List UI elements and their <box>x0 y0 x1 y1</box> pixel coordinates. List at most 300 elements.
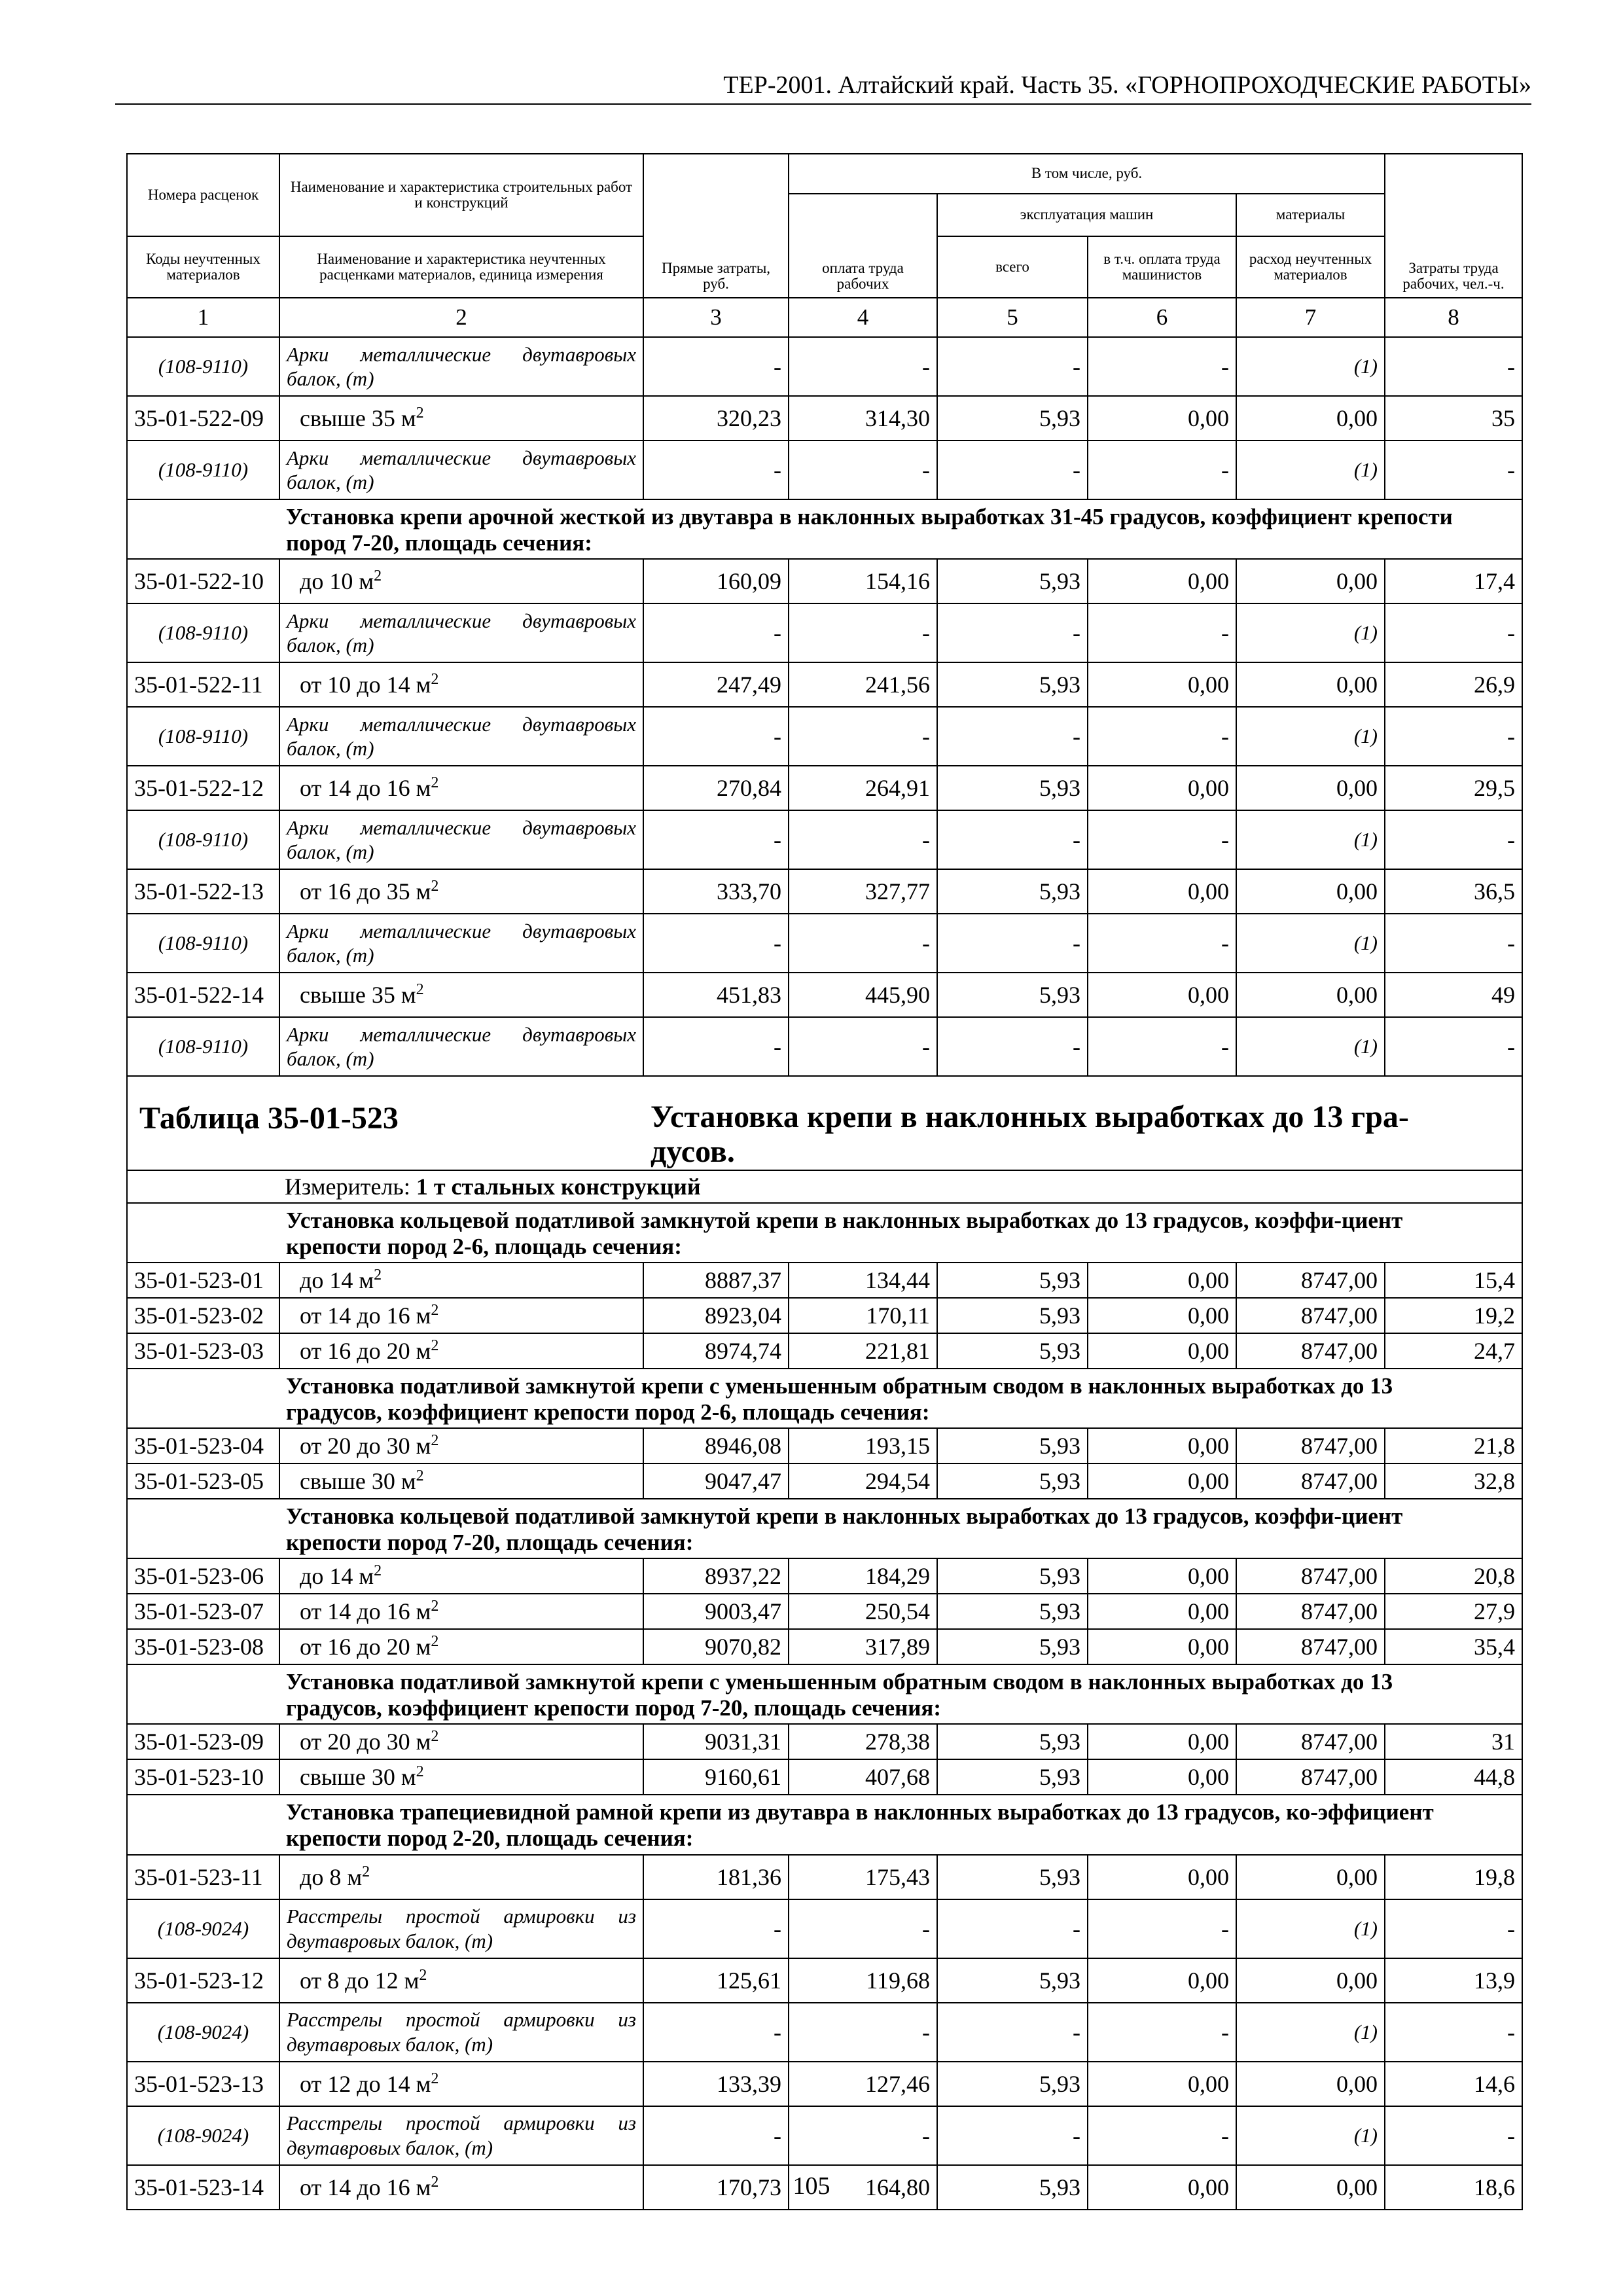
empty-value: - <box>1385 337 1522 396</box>
rate-name-text: до 8 м <box>300 1863 363 1890</box>
unaccounted-material-row <box>127 440 1522 499</box>
unaccounted-material-row <box>127 707 1522 766</box>
material-code: (108-9024) <box>127 2106 279 2165</box>
empty-value: - <box>1088 810 1236 869</box>
direct-cost: 133,39 <box>643 2062 789 2106</box>
rate-row <box>127 1463 1522 1499</box>
rate-name <box>279 662 643 707</box>
rate-code: 35-01-523-06 <box>127 1558 279 1594</box>
superscript-2: 2 <box>374 567 382 585</box>
empty-value: - <box>1385 707 1522 766</box>
rate-name-text: от 8 до 12 м <box>300 1967 419 1994</box>
materials-cost: 8747,00 <box>1236 1463 1385 1499</box>
rate-name-text: от 20 до 30 м <box>300 1729 431 1755</box>
rate-row <box>127 396 1522 440</box>
material-name: Арки металлические двутавровых балок, (т) <box>279 603 643 662</box>
superscript-2: 2 <box>431 1337 439 1355</box>
rate-code: 35-01-523-07 <box>127 1594 279 1629</box>
labor-pay: 184,29 <box>789 1558 937 1594</box>
machine-cost: 5,93 <box>937 1855 1088 1899</box>
labor-hours: 19,2 <box>1385 1298 1522 1333</box>
direct-cost: 451,83 <box>643 973 789 1017</box>
operator-pay: 0,00 <box>1088 2165 1236 2210</box>
col-header-incl-operators: в т.ч. оплата труда машинистов <box>1088 236 1236 298</box>
materials-cost: 8747,00 <box>1236 1759 1385 1795</box>
operator-pay: 0,00 <box>1088 1759 1236 1795</box>
superscript-2: 2 <box>431 1728 439 1746</box>
rate-name-text: от 10 до 14 м <box>300 672 431 698</box>
section-heading-row <box>127 1795 1522 1854</box>
material-quantity: (1) <box>1236 2003 1385 2062</box>
materials-cost: 8747,00 <box>1236 1263 1385 1298</box>
empty-value: - <box>1088 1017 1236 1076</box>
rate-name-text: свыше 35 м <box>300 982 416 1009</box>
section-heading: Установка кольцевой податливой замкнутой крепи в наклонных выработках до 13 градусов, коэффи-циент крепости пород 2-6, площадь сечения: <box>279 1203 1522 1263</box>
labor-hours: 32,8 <box>1385 1463 1522 1499</box>
table-number: Таблица 35-01-523 <box>139 1101 399 1136</box>
header-rule <box>115 103 1531 105</box>
machine-cost: 5,93 <box>937 1958 1088 2003</box>
empty-value: - <box>937 707 1088 766</box>
superscript-2: 2 <box>431 671 439 689</box>
material-code: (108-9110) <box>127 1017 279 1076</box>
rate-code: 35-01-522-13 <box>127 869 279 914</box>
rate-name-text: свыше 30 м <box>300 1764 416 1791</box>
rate-name <box>279 2062 643 2106</box>
rate-name-text: от 14 до 16 м <box>300 2174 431 2200</box>
rate-name-text: свыше 30 м <box>300 1468 416 1495</box>
labor-hours: 35 <box>1385 396 1522 440</box>
empty-value: - <box>937 603 1088 662</box>
empty-value: - <box>789 337 937 396</box>
material-name: Арки металлические двутавровых балок, (т) <box>279 1017 643 1076</box>
empty-value: - <box>1385 2106 1522 2165</box>
machine-cost: 5,93 <box>937 396 1088 440</box>
empty-value: - <box>937 337 1088 396</box>
machine-cost: 5,93 <box>937 1558 1088 1594</box>
materials-cost: 0,00 <box>1236 662 1385 707</box>
operator-pay: 0,00 <box>1088 1558 1236 1594</box>
empty-value: - <box>1385 1017 1522 1076</box>
rate-code: 35-01-522-12 <box>127 766 279 810</box>
direct-cost: 9031,31 <box>643 1724 789 1759</box>
labor-hours: 44,8 <box>1385 1759 1522 1795</box>
labor-hours: 27,9 <box>1385 1594 1522 1629</box>
rate-name-text: от 12 до 14 м <box>300 2070 431 2097</box>
rate-code: 35-01-523-14 <box>127 2165 279 2210</box>
empty-value: - <box>937 2106 1088 2165</box>
empty-value: - <box>1385 603 1522 662</box>
rate-name <box>279 1298 643 1333</box>
direct-cost: 247,49 <box>643 662 789 707</box>
materials-cost: 0,00 <box>1236 869 1385 914</box>
section-heading-row <box>127 1203 1522 1263</box>
material-quantity: (1) <box>1236 1899 1385 1958</box>
empty-value: - <box>789 2003 937 2062</box>
col-header-materials: материалы <box>1236 194 1385 236</box>
rate-row <box>127 1263 1522 1298</box>
rate-row <box>127 1855 1522 1899</box>
direct-cost: 333,70 <box>643 869 789 914</box>
operator-pay: 0,00 <box>1088 396 1236 440</box>
rate-code: 35-01-523-12 <box>127 1958 279 2003</box>
labor-hours: 17,4 <box>1385 559 1522 603</box>
empty-value: - <box>1088 914 1236 973</box>
operator-pay: 0,00 <box>1088 2062 1236 2106</box>
empty-value: - <box>789 2106 937 2165</box>
superscript-2: 2 <box>431 1598 439 1615</box>
rate-name-text: до 14 м <box>300 1267 374 1294</box>
labor-pay: 193,15 <box>789 1428 937 1463</box>
superscript-2: 2 <box>416 1467 424 1485</box>
labor-hours: 14,6 <box>1385 2062 1522 2106</box>
rate-row <box>127 1298 1522 1333</box>
material-name: Арки металлические двутавровых балок, (т) <box>279 440 643 499</box>
operator-pay: 0,00 <box>1088 1463 1236 1499</box>
operator-pay: 0,00 <box>1088 1958 1236 2003</box>
machine-cost: 5,93 <box>937 662 1088 707</box>
col-number: 2 <box>279 298 643 337</box>
rate-name <box>279 1958 643 2003</box>
col-number: 8 <box>1385 298 1522 337</box>
superscript-2: 2 <box>431 878 439 895</box>
rate-row <box>127 1558 1522 1594</box>
empty-value: - <box>937 1899 1088 1958</box>
col-header-direct: Прямые затраты, руб. <box>643 154 789 298</box>
col-number: 7 <box>1236 298 1385 337</box>
unaccounted-material-row <box>127 1899 1522 1958</box>
rate-name <box>279 1333 643 1369</box>
header-row-1 <box>127 154 1522 194</box>
materials-cost: 0,00 <box>1236 2165 1385 2210</box>
machine-cost: 5,93 <box>937 1759 1088 1795</box>
empty-value: - <box>1088 707 1236 766</box>
rate-code: 35-01-523-02 <box>127 1298 279 1333</box>
empty-value: - <box>789 914 937 973</box>
rate-code: 35-01-522-09 <box>127 396 279 440</box>
machine-cost: 5,93 <box>937 1428 1088 1463</box>
rate-code: 35-01-523-03 <box>127 1333 279 1369</box>
machine-cost: 5,93 <box>937 559 1088 603</box>
rate-row <box>127 1428 1522 1463</box>
labor-pay: 127,46 <box>789 2062 937 2106</box>
labor-pay: 278,38 <box>789 1724 937 1759</box>
rate-name <box>279 766 643 810</box>
rate-row <box>127 973 1522 1017</box>
labor-hours: 13,9 <box>1385 1958 1522 2003</box>
machine-cost: 5,93 <box>937 973 1088 1017</box>
labor-pay: 327,77 <box>789 869 937 914</box>
rate-code: 35-01-523-09 <box>127 1724 279 1759</box>
empty-value: - <box>789 1017 937 1076</box>
rate-name <box>279 1463 643 1499</box>
empty-value: - <box>937 2003 1088 2062</box>
empty-value: - <box>1385 914 1522 973</box>
labor-pay: 170,11 <box>789 1298 937 1333</box>
materials-cost: 8747,00 <box>1236 1724 1385 1759</box>
material-name: Расстрелы простой армировки из двутавровых балок, (т) <box>279 2106 643 2165</box>
material-quantity: (1) <box>1236 440 1385 499</box>
running-title: ТЕР-2001. Алтайский край. Часть 35. «ГОРНОПРОХОДЧЕСКИЕ РАБОТЫ» <box>723 71 1531 99</box>
material-name: Арки металлические двутавровых балок, (т) <box>279 707 643 766</box>
rate-row <box>127 662 1522 707</box>
rate-code: 35-01-523-05 <box>127 1463 279 1499</box>
rates-sheet <box>126 153 1522 2210</box>
materials-cost: 0,00 <box>1236 1855 1385 1899</box>
rate-name <box>279 1594 643 1629</box>
rate-code: 35-01-523-13 <box>127 2062 279 2106</box>
empty-value: - <box>643 707 789 766</box>
operator-pay: 0,00 <box>1088 1428 1236 1463</box>
empty-value: - <box>789 603 937 662</box>
materials-cost: 8747,00 <box>1236 1558 1385 1594</box>
rate-name-text: от 16 до 35 м <box>300 878 431 905</box>
rate-row <box>127 766 1522 810</box>
section-heading-row <box>127 1369 1522 1428</box>
labor-hours: 20,8 <box>1385 1558 1522 1594</box>
rate-name-text: от 14 до 16 м <box>300 1598 431 1625</box>
material-name: Арки металлические двутавровых балок, (т) <box>279 810 643 869</box>
rate-code: 35-01-523-08 <box>127 1629 279 1664</box>
rate-name <box>279 1428 643 1463</box>
rate-row <box>127 1759 1522 1795</box>
col-number: 1 <box>127 298 279 337</box>
col-header-machines: эксплуатация машин <box>937 194 1236 236</box>
empty-value: - <box>1088 440 1236 499</box>
operator-pay: 0,00 <box>1088 766 1236 810</box>
material-quantity: (1) <box>1236 1017 1385 1076</box>
machine-cost: 5,93 <box>937 1724 1088 1759</box>
labor-hours: 15,4 <box>1385 1263 1522 1298</box>
material-code: (108-9024) <box>127 2003 279 2062</box>
direct-cost: 9070,82 <box>643 1629 789 1664</box>
operator-pay: 0,00 <box>1088 1629 1236 1664</box>
rates-table <box>126 153 1523 2210</box>
empty-value: - <box>643 1899 789 1958</box>
labor-pay: 164,80 <box>789 2165 937 2210</box>
labor-pay: 241,56 <box>789 662 937 707</box>
rate-row <box>127 1629 1522 1664</box>
machine-cost: 5,93 <box>937 1263 1088 1298</box>
section-heading-row <box>127 1664 1522 1724</box>
operator-pay: 0,00 <box>1088 973 1236 1017</box>
materials-cost: 0,00 <box>1236 559 1385 603</box>
material-quantity: (1) <box>1236 707 1385 766</box>
materials-cost: 8747,00 <box>1236 1333 1385 1369</box>
rate-row <box>127 2062 1522 2106</box>
direct-cost: 9003,47 <box>643 1594 789 1629</box>
col-header-name-unacc: Наименование и характеристика неучтенных расценками материалов, единица измерения <box>279 236 643 298</box>
machine-cost: 5,93 <box>937 2165 1088 2210</box>
superscript-2: 2 <box>431 1302 439 1319</box>
col-number: 3 <box>643 298 789 337</box>
direct-cost: 9160,61 <box>643 1759 789 1795</box>
superscript-2: 2 <box>416 1763 424 1781</box>
col-number: 5 <box>937 298 1088 337</box>
superscript-2: 2 <box>431 774 439 792</box>
direct-cost: 8887,37 <box>643 1263 789 1298</box>
labor-hours: 24,7 <box>1385 1333 1522 1369</box>
rate-row <box>127 559 1522 603</box>
rate-row <box>127 1958 1522 2003</box>
empty-value: - <box>937 1017 1088 1076</box>
material-code: (108-9110) <box>127 440 279 499</box>
col-header-num-rates: Номера расценок <box>127 154 279 236</box>
material-code: (108-9110) <box>127 337 279 396</box>
operator-pay: 0,00 <box>1088 869 1236 914</box>
unaccounted-material-row <box>127 337 1522 396</box>
col-number: 6 <box>1088 298 1236 337</box>
empty-value: - <box>643 810 789 869</box>
operator-pay: 0,00 <box>1088 1855 1236 1899</box>
materials-cost: 0,00 <box>1236 1958 1385 2003</box>
rate-code: 35-01-523-11 <box>127 1855 279 1899</box>
machine-cost: 5,93 <box>937 1333 1088 1369</box>
col-header-labor-cost: Затраты труда рабочих, чел.-ч. <box>1385 154 1522 298</box>
col-header-codes-unacc: Коды неучтенных материалов <box>127 236 279 298</box>
section-heading-row <box>127 499 1522 559</box>
empty-value: - <box>937 810 1088 869</box>
superscript-2: 2 <box>431 1633 439 1651</box>
superscript-2: 2 <box>416 981 424 999</box>
unaccounted-material-row <box>127 2106 1522 2165</box>
rate-name <box>279 1759 643 1795</box>
rate-row <box>127 1724 1522 1759</box>
labor-pay: 221,81 <box>789 1333 937 1369</box>
operator-pay: 0,00 <box>1088 1724 1236 1759</box>
labor-hours: 49 <box>1385 973 1522 1017</box>
unaccounted-material-row <box>127 2003 1522 2062</box>
rate-code: 35-01-523-01 <box>127 1263 279 1298</box>
empty-value: - <box>1385 2003 1522 2062</box>
direct-cost: 170,73 <box>643 2165 789 2210</box>
materials-cost: 8747,00 <box>1236 1629 1385 1664</box>
labor-pay: 250,54 <box>789 1594 937 1629</box>
direct-cost: 320,23 <box>643 396 789 440</box>
material-code: (108-9110) <box>127 914 279 973</box>
labor-hours: 19,8 <box>1385 1855 1522 1899</box>
rate-name-text: свыше 35 м <box>300 405 416 431</box>
machine-cost: 5,93 <box>937 1463 1088 1499</box>
labor-hours: 18,6 <box>1385 2165 1522 2210</box>
section-heading: Установка крепи арочной жесткой из двутавра в наклонных выработках 31-45 градусов, коэффициент крепости пород 7-20, площадь сечения: <box>279 499 1522 559</box>
direct-cost: 270,84 <box>643 766 789 810</box>
materials-cost: 8747,00 <box>1236 1298 1385 1333</box>
empty-value: - <box>789 707 937 766</box>
table-title-row <box>127 1076 1522 1170</box>
material-quantity: (1) <box>1236 603 1385 662</box>
col-header-including: В том числе, руб. <box>789 154 1385 194</box>
materials-cost: 0,00 <box>1236 2062 1385 2106</box>
superscript-2: 2 <box>419 1966 427 1984</box>
superscript-2: 2 <box>416 404 424 422</box>
col-header-name-works: Наименование и характеристика строительных работ и конструкций <box>279 154 643 236</box>
rate-row <box>127 1594 1522 1629</box>
section-heading: Установка податливой замкнутой крепи с уменьшенным обратным сводом в наклонных выработках до 13 градусов, коэффициент крепости пород 2-6, площадь сечения: <box>279 1369 1522 1428</box>
unaccounted-material-row <box>127 914 1522 973</box>
unaccounted-material-row <box>127 1017 1522 1076</box>
empty-value: - <box>1088 337 1236 396</box>
material-name: Расстрелы простой армировки из двутавровых балок, (т) <box>279 1899 643 1958</box>
labor-pay: 407,68 <box>789 1759 937 1795</box>
operator-pay: 0,00 <box>1088 1594 1236 1629</box>
machine-cost: 5,93 <box>937 869 1088 914</box>
rate-code: 35-01-522-11 <box>127 662 279 707</box>
material-quantity: (1) <box>1236 914 1385 973</box>
labor-hours: 31 <box>1385 1724 1522 1759</box>
rate-code: 35-01-523-04 <box>127 1428 279 1463</box>
materials-cost: 8747,00 <box>1236 1428 1385 1463</box>
section-heading: Установка трапециевидной рамной крепи из двутавра в наклонных выработках до 13 градусов, ко-эффициент крепости пород 2-20, площадь сечения: <box>279 1795 1522 1854</box>
direct-cost: 160,09 <box>643 559 789 603</box>
rate-code: 35-01-522-10 <box>127 559 279 603</box>
rate-name-text: от 20 до 30 м <box>300 1433 431 1460</box>
machine-cost: 5,93 <box>937 1298 1088 1333</box>
labor-hours: 29,5 <box>1385 766 1522 810</box>
materials-cost: 8747,00 <box>1236 1594 1385 1629</box>
labor-pay: 264,91 <box>789 766 937 810</box>
labor-pay: 175,43 <box>789 1855 937 1899</box>
empty-value: - <box>1088 603 1236 662</box>
direct-cost: 8974,74 <box>643 1333 789 1369</box>
labor-pay: 317,89 <box>789 1629 937 1664</box>
labor-hours: 21,8 <box>1385 1428 1522 1463</box>
material-code: (108-9110) <box>127 810 279 869</box>
rate-name <box>279 1724 643 1759</box>
rate-name-text: от 14 до 16 м <box>300 775 431 802</box>
empty-value: - <box>643 337 789 396</box>
superscript-2: 2 <box>431 2070 439 2087</box>
labor-pay: 119,68 <box>789 1958 937 2003</box>
machine-cost: 5,93 <box>937 2062 1088 2106</box>
rate-name-text: до 14 м <box>300 1563 374 1590</box>
material-code: (108-9110) <box>127 603 279 662</box>
labor-pay: 134,44 <box>789 1263 937 1298</box>
rate-name <box>279 1629 643 1664</box>
unaccounted-material-row <box>127 810 1522 869</box>
table-caption: Установка крепи в наклонных выработках до 13 гра-дусов. <box>651 1100 1409 1169</box>
material-quantity: (1) <box>1236 2106 1385 2165</box>
empty-value: - <box>937 440 1088 499</box>
rate-name <box>279 559 643 603</box>
measure-value: 1 т стальных конструкций <box>416 1174 701 1200</box>
empty-value: - <box>643 1017 789 1076</box>
direct-cost: 8937,22 <box>643 1558 789 1594</box>
rate-name <box>279 1855 643 1899</box>
rate-name-text: до 10 м <box>300 568 374 595</box>
empty-value: - <box>643 603 789 662</box>
empty-value: - <box>643 440 789 499</box>
col-header-labor: оплата труда рабочих <box>789 194 937 298</box>
empty-value: - <box>1385 1899 1522 1958</box>
labor-hours: 26,9 <box>1385 662 1522 707</box>
direct-cost: 125,61 <box>643 1958 789 2003</box>
material-code: (108-9024) <box>127 1899 279 1958</box>
rate-code: 35-01-522-14 <box>127 973 279 1017</box>
empty-value: - <box>1385 440 1522 499</box>
machine-cost: 5,93 <box>937 766 1088 810</box>
superscript-2: 2 <box>362 1863 370 1880</box>
materials-cost: 0,00 <box>1236 396 1385 440</box>
machine-cost: 5,93 <box>937 1629 1088 1664</box>
empty-value: - <box>1088 2106 1236 2165</box>
superscript-2: 2 <box>374 1562 382 1580</box>
col-header-total: всего <box>937 236 1088 298</box>
rate-name <box>279 869 643 914</box>
rate-name <box>279 1263 643 1298</box>
empty-value: - <box>789 1899 937 1958</box>
operator-pay: 0,00 <box>1088 1263 1236 1298</box>
